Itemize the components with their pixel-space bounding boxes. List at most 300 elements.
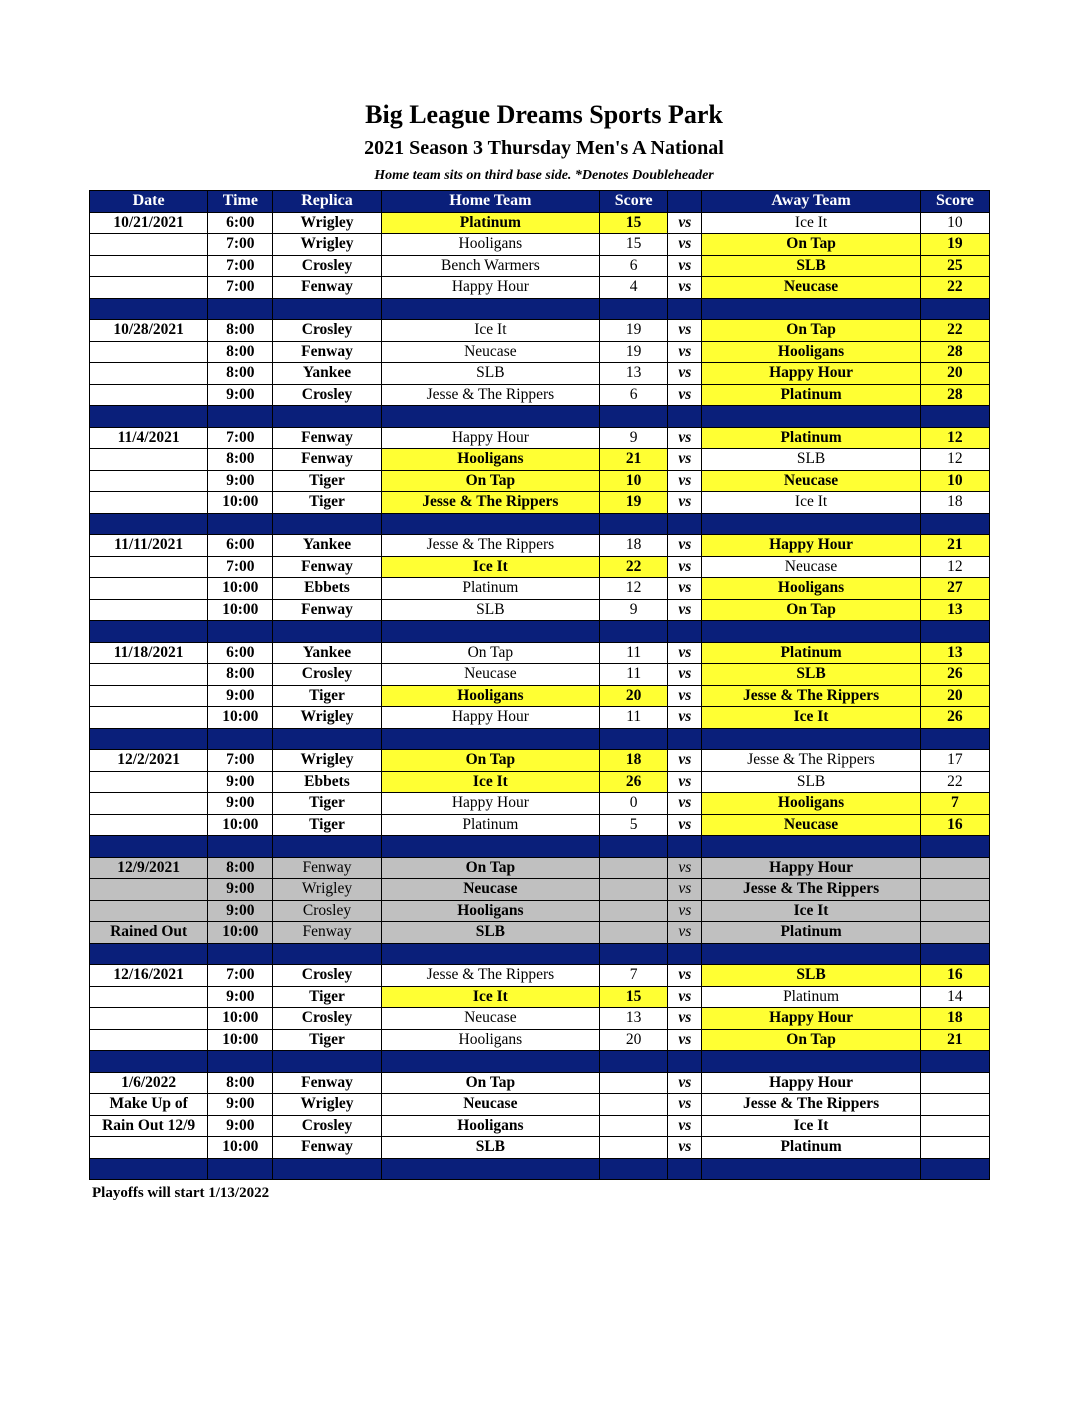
replica-cell: Wrigley <box>273 879 381 901</box>
vs-cell: vs <box>668 685 702 707</box>
replica-cell: Ebbets <box>273 578 381 600</box>
date-cell: 11/11/2021 <box>90 535 208 557</box>
time-cell: 10:00 <box>208 1008 273 1030</box>
game-row <box>90 578 990 600</box>
home-team-cell: Happy Hour <box>381 277 599 299</box>
vs-cell: vs <box>668 664 702 686</box>
home-score-cell: 12 <box>600 578 668 600</box>
game-row <box>90 1029 990 1051</box>
date-cell: Rain Out 12/9 <box>90 1115 208 1137</box>
away-score-cell: 26 <box>920 707 989 729</box>
away-score-cell: 16 <box>920 814 989 836</box>
time-cell: 7:00 <box>208 277 273 299</box>
replica-cell: Crosley <box>273 255 381 277</box>
away-team-cell: SLB <box>702 664 920 686</box>
separator-cell <box>381 513 599 535</box>
date-cell <box>90 1137 208 1159</box>
separator-cell <box>90 298 208 320</box>
vs-cell: vs <box>668 470 702 492</box>
home-score-cell: 13 <box>600 363 668 385</box>
away-score-cell <box>920 900 989 922</box>
week-separator-row <box>90 836 990 858</box>
time-cell: 8:00 <box>208 363 273 385</box>
vs-cell: vs <box>668 900 702 922</box>
separator-cell <box>273 728 381 750</box>
date-cell <box>90 707 208 729</box>
separator-cell <box>273 513 381 535</box>
away-score-cell: 18 <box>920 492 989 514</box>
home-score-cell: 4 <box>600 277 668 299</box>
date-cell <box>90 599 208 621</box>
away-team-cell: SLB <box>702 965 920 987</box>
home-score-cell <box>600 879 668 901</box>
time-cell: 8:00 <box>208 664 273 686</box>
home-team-cell: Happy Hour <box>381 707 599 729</box>
home-team-cell: Neucase <box>381 664 599 686</box>
away-team-cell: On Tap <box>702 599 920 621</box>
page-title: Big League Dreams Sports Park <box>365 100 723 129</box>
col-date-header: Date <box>90 191 208 213</box>
date-cell: Rained Out <box>90 922 208 944</box>
away-score-cell: 22 <box>920 320 989 342</box>
time-cell: 7:00 <box>208 234 273 256</box>
separator-cell <box>600 406 668 428</box>
away-score-cell <box>920 1072 989 1094</box>
home-team-cell: Neucase <box>381 341 599 363</box>
week-separator-row <box>90 513 990 535</box>
away-score-cell <box>920 1137 989 1159</box>
time-cell: 9:00 <box>208 793 273 815</box>
away-score-cell: 13 <box>920 599 989 621</box>
replica-cell: Fenway <box>273 922 381 944</box>
replica-cell: Crosley <box>273 384 381 406</box>
away-team-cell: Ice It <box>702 707 920 729</box>
game-row <box>90 320 990 342</box>
time-cell: 9:00 <box>208 384 273 406</box>
separator-cell <box>920 943 989 965</box>
separator-cell <box>668 1158 702 1180</box>
game-row <box>90 900 990 922</box>
home-team-cell: Jesse & The Rippers <box>381 965 599 987</box>
week-separator-row <box>90 1158 990 1180</box>
separator-cell <box>208 1158 273 1180</box>
date-cell <box>90 277 208 299</box>
separator-cell <box>668 298 702 320</box>
away-team-cell: SLB <box>702 449 920 471</box>
replica-cell: Tiger <box>273 470 381 492</box>
away-score-cell: 27 <box>920 578 989 600</box>
separator-cell <box>381 1158 599 1180</box>
vs-cell: vs <box>668 556 702 578</box>
time-cell: 9:00 <box>208 1094 273 1116</box>
vs-cell: vs <box>668 599 702 621</box>
game-row <box>90 427 990 449</box>
home-team-cell: Ice It <box>381 986 599 1008</box>
date-cell <box>90 578 208 600</box>
date-cell <box>90 492 208 514</box>
date-cell <box>90 986 208 1008</box>
vs-cell: vs <box>668 857 702 879</box>
separator-cell <box>208 943 273 965</box>
home-team-cell: Hooligans <box>381 1029 599 1051</box>
date-cell: 1/6/2022 <box>90 1072 208 1094</box>
separator-cell <box>702 1158 920 1180</box>
page-subtitle: 2021 Season 3 Thursday Men's A National <box>364 137 724 159</box>
time-cell: 9:00 <box>208 470 273 492</box>
home-score-cell: 18 <box>600 750 668 772</box>
home-team-cell: Ice It <box>381 771 599 793</box>
time-cell: 10:00 <box>208 922 273 944</box>
separator-cell <box>273 406 381 428</box>
col-away-score-header: Score <box>920 191 989 213</box>
game-row <box>90 642 990 664</box>
week-separator-row <box>90 298 990 320</box>
home-team-cell: Jesse & The Rippers <box>381 492 599 514</box>
date-cell <box>90 900 208 922</box>
week-separator-row <box>90 621 990 643</box>
away-team-cell: On Tap <box>702 320 920 342</box>
game-row <box>90 1094 990 1116</box>
replica-cell: Tiger <box>273 1029 381 1051</box>
away-score-cell: 28 <box>920 341 989 363</box>
home-team-cell: SLB <box>381 599 599 621</box>
vs-cell: vs <box>668 255 702 277</box>
vs-cell: vs <box>668 449 702 471</box>
separator-cell <box>381 298 599 320</box>
vs-cell: vs <box>668 1029 702 1051</box>
vs-cell: vs <box>668 234 702 256</box>
home-team-cell: On Tap <box>381 642 599 664</box>
separator-cell <box>668 406 702 428</box>
col-time-header: Time <box>208 191 273 213</box>
replica-cell: Crosley <box>273 320 381 342</box>
separator-cell <box>668 513 702 535</box>
separator-cell <box>600 836 668 858</box>
away-team-cell: Jesse & The Rippers <box>702 750 920 772</box>
separator-cell <box>920 406 989 428</box>
date-cell <box>90 664 208 686</box>
game-row <box>90 556 990 578</box>
separator-cell <box>702 406 920 428</box>
header-row <box>90 191 990 213</box>
separator-cell <box>208 621 273 643</box>
separator-cell <box>600 513 668 535</box>
separator-cell <box>920 621 989 643</box>
vs-cell: vs <box>668 384 702 406</box>
away-score-cell: 25 <box>920 255 989 277</box>
home-score-cell: 15 <box>600 212 668 234</box>
date-cell: Make Up of <box>90 1094 208 1116</box>
home-score-cell <box>600 900 668 922</box>
replica-cell: Yankee <box>273 535 381 557</box>
home-team-cell: Neucase <box>381 879 599 901</box>
home-team-cell: On Tap <box>381 857 599 879</box>
replica-cell: Fenway <box>273 427 381 449</box>
away-team-cell: Platinum <box>702 986 920 1008</box>
schedule-note: Home team sits on third base side. *Denotes Doubleheader <box>374 168 714 183</box>
replica-cell: Tiger <box>273 492 381 514</box>
game-row <box>90 922 990 944</box>
separator-cell <box>600 1051 668 1073</box>
replica-cell: Tiger <box>273 986 381 1008</box>
game-row <box>90 255 990 277</box>
home-score-cell: 13 <box>600 1008 668 1030</box>
away-team-cell: Platinum <box>702 384 920 406</box>
home-score-cell <box>600 1115 668 1137</box>
time-cell: 9:00 <box>208 900 273 922</box>
date-cell <box>90 879 208 901</box>
replica-cell: Wrigley <box>273 234 381 256</box>
week-separator-row <box>90 1051 990 1073</box>
col-home-team-header: Home Team <box>381 191 599 213</box>
home-score-cell: 20 <box>600 1029 668 1051</box>
separator-cell <box>600 298 668 320</box>
replica-cell: Ebbets <box>273 771 381 793</box>
away-team-cell: Neucase <box>702 277 920 299</box>
vs-cell: vs <box>668 1137 702 1159</box>
time-cell: 8:00 <box>208 320 273 342</box>
separator-cell <box>600 728 668 750</box>
replica-cell: Fenway <box>273 277 381 299</box>
vs-cell: vs <box>668 986 702 1008</box>
away-team-cell: SLB <box>702 771 920 793</box>
away-score-cell <box>920 879 989 901</box>
vs-cell: vs <box>668 879 702 901</box>
away-team-cell: On Tap <box>702 234 920 256</box>
time-cell: 8:00 <box>208 449 273 471</box>
vs-cell: vs <box>668 642 702 664</box>
game-row <box>90 234 990 256</box>
date-cell <box>90 341 208 363</box>
away-score-cell: 20 <box>920 363 989 385</box>
replica-cell: Crosley <box>273 1115 381 1137</box>
separator-cell <box>273 1158 381 1180</box>
separator-cell <box>208 1051 273 1073</box>
separator-cell <box>668 728 702 750</box>
vs-cell: vs <box>668 320 702 342</box>
away-score-cell <box>920 1094 989 1116</box>
playoffs-note: Playoffs will start 1/13/2022 <box>92 1185 270 1201</box>
game-row <box>90 535 990 557</box>
home-score-cell: 11 <box>600 664 668 686</box>
away-team-cell: Happy Hour <box>702 857 920 879</box>
away-team-cell: Happy Hour <box>702 1008 920 1030</box>
game-row <box>90 492 990 514</box>
away-score-cell: 18 <box>920 1008 989 1030</box>
away-score-cell: 19 <box>920 234 989 256</box>
date-cell <box>90 556 208 578</box>
home-score-cell: 19 <box>600 341 668 363</box>
date-cell <box>90 1008 208 1030</box>
home-team-cell: Bench Warmers <box>381 255 599 277</box>
away-team-cell: Ice It <box>702 212 920 234</box>
away-score-cell: 21 <box>920 1029 989 1051</box>
time-cell: 7:00 <box>208 556 273 578</box>
separator-cell <box>273 621 381 643</box>
col-replica-header: Replica <box>273 191 381 213</box>
game-row <box>90 707 990 729</box>
vs-cell: vs <box>668 492 702 514</box>
home-team-cell: Platinum <box>381 814 599 836</box>
replica-cell: Fenway <box>273 341 381 363</box>
home-score-cell: 15 <box>600 234 668 256</box>
vs-cell: vs <box>668 535 702 557</box>
replica-cell: Tiger <box>273 685 381 707</box>
home-team-cell: On Tap <box>381 750 599 772</box>
date-cell: 10/21/2021 <box>90 212 208 234</box>
home-score-cell: 7 <box>600 965 668 987</box>
away-team-cell: Happy Hour <box>702 1072 920 1094</box>
away-team-cell: Neucase <box>702 556 920 578</box>
date-cell: 12/9/2021 <box>90 857 208 879</box>
date-cell: 12/2/2021 <box>90 750 208 772</box>
separator-cell <box>90 513 208 535</box>
separator-cell <box>381 836 599 858</box>
time-cell: 9:00 <box>208 986 273 1008</box>
separator-cell <box>208 728 273 750</box>
game-row <box>90 857 990 879</box>
separator-cell <box>920 298 989 320</box>
home-team-cell: On Tap <box>381 1072 599 1094</box>
replica-cell: Tiger <box>273 793 381 815</box>
home-score-cell: 6 <box>600 255 668 277</box>
separator-cell <box>381 621 599 643</box>
home-team-cell: Ice It <box>381 556 599 578</box>
separator-cell <box>381 943 599 965</box>
away-team-cell: Ice It <box>702 900 920 922</box>
game-row <box>90 363 990 385</box>
date-cell <box>90 470 208 492</box>
home-score-cell: 26 <box>600 771 668 793</box>
separator-cell <box>600 943 668 965</box>
time-cell: 9:00 <box>208 771 273 793</box>
separator-cell <box>273 836 381 858</box>
time-cell: 10:00 <box>208 1029 273 1051</box>
schedule-table <box>89 190 990 1180</box>
away-team-cell: Jesse & The Rippers <box>702 685 920 707</box>
home-score-cell: 6 <box>600 384 668 406</box>
replica-cell: Crosley <box>273 900 381 922</box>
separator-cell <box>920 1051 989 1073</box>
separator-cell <box>208 836 273 858</box>
time-cell: 7:00 <box>208 255 273 277</box>
time-cell: 6:00 <box>208 535 273 557</box>
game-row <box>90 341 990 363</box>
separator-cell <box>668 1051 702 1073</box>
vs-cell: vs <box>668 1008 702 1030</box>
away-team-cell: Neucase <box>702 814 920 836</box>
time-cell: 9:00 <box>208 1115 273 1137</box>
separator-cell <box>920 1158 989 1180</box>
away-score-cell: 16 <box>920 965 989 987</box>
vs-cell: vs <box>668 922 702 944</box>
replica-cell: Wrigley <box>273 707 381 729</box>
home-score-cell: 11 <box>600 642 668 664</box>
game-row <box>90 1008 990 1030</box>
separator-cell <box>381 728 599 750</box>
week-separator-row <box>90 943 990 965</box>
home-score-cell: 11 <box>600 707 668 729</box>
separator-cell <box>668 943 702 965</box>
time-cell: 10:00 <box>208 1137 273 1159</box>
time-cell: 10:00 <box>208 578 273 600</box>
vs-cell: vs <box>668 771 702 793</box>
vs-cell: vs <box>668 814 702 836</box>
game-row <box>90 1115 990 1137</box>
replica-cell: Wrigley <box>273 750 381 772</box>
game-row <box>90 685 990 707</box>
home-score-cell: 21 <box>600 449 668 471</box>
separator-cell <box>273 298 381 320</box>
separator-cell <box>600 621 668 643</box>
separator-cell <box>208 406 273 428</box>
time-cell: 10:00 <box>208 814 273 836</box>
away-team-cell: Platinum <box>702 922 920 944</box>
time-cell: 6:00 <box>208 642 273 664</box>
away-score-cell <box>920 1115 989 1137</box>
vs-cell: vs <box>668 578 702 600</box>
separator-cell <box>920 728 989 750</box>
home-score-cell <box>600 857 668 879</box>
replica-cell: Fenway <box>273 1137 381 1159</box>
date-cell <box>90 384 208 406</box>
away-team-cell: Jesse & The Rippers <box>702 1094 920 1116</box>
replica-cell: Yankee <box>273 642 381 664</box>
home-team-cell: Neucase <box>381 1094 599 1116</box>
replica-cell: Fenway <box>273 599 381 621</box>
away-team-cell: Jesse & The Rippers <box>702 879 920 901</box>
home-team-cell: Hooligans <box>381 1115 599 1137</box>
date-cell <box>90 1029 208 1051</box>
replica-cell: Fenway <box>273 857 381 879</box>
game-row <box>90 814 990 836</box>
away-score-cell <box>920 922 989 944</box>
time-cell: 7:00 <box>208 965 273 987</box>
time-cell: 8:00 <box>208 1072 273 1094</box>
vs-cell: vs <box>668 750 702 772</box>
game-row <box>90 384 990 406</box>
home-team-cell: Platinum <box>381 212 599 234</box>
vs-cell: vs <box>668 793 702 815</box>
separator-cell <box>702 1051 920 1073</box>
home-score-cell: 5 <box>600 814 668 836</box>
date-cell: 10/28/2021 <box>90 320 208 342</box>
vs-cell: vs <box>668 965 702 987</box>
game-row <box>90 793 990 815</box>
home-score-cell: 15 <box>600 986 668 1008</box>
date-cell: 11/18/2021 <box>90 642 208 664</box>
away-team-cell: Platinum <box>702 427 920 449</box>
away-score-cell: 22 <box>920 771 989 793</box>
separator-cell <box>668 621 702 643</box>
separator-cell <box>702 298 920 320</box>
separator-cell <box>90 406 208 428</box>
home-team-cell: SLB <box>381 363 599 385</box>
vs-cell: vs <box>668 277 702 299</box>
game-row <box>90 212 990 234</box>
home-team-cell: Neucase <box>381 1008 599 1030</box>
away-score-cell: 20 <box>920 685 989 707</box>
home-team-cell: Hooligans <box>381 234 599 256</box>
vs-cell: vs <box>668 363 702 385</box>
home-team-cell: Jesse & The Rippers <box>381 384 599 406</box>
game-row <box>90 1072 990 1094</box>
home-score-cell: 19 <box>600 492 668 514</box>
separator-cell <box>90 621 208 643</box>
home-score-cell: 9 <box>600 427 668 449</box>
time-cell: 9:00 <box>208 685 273 707</box>
game-row <box>90 965 990 987</box>
